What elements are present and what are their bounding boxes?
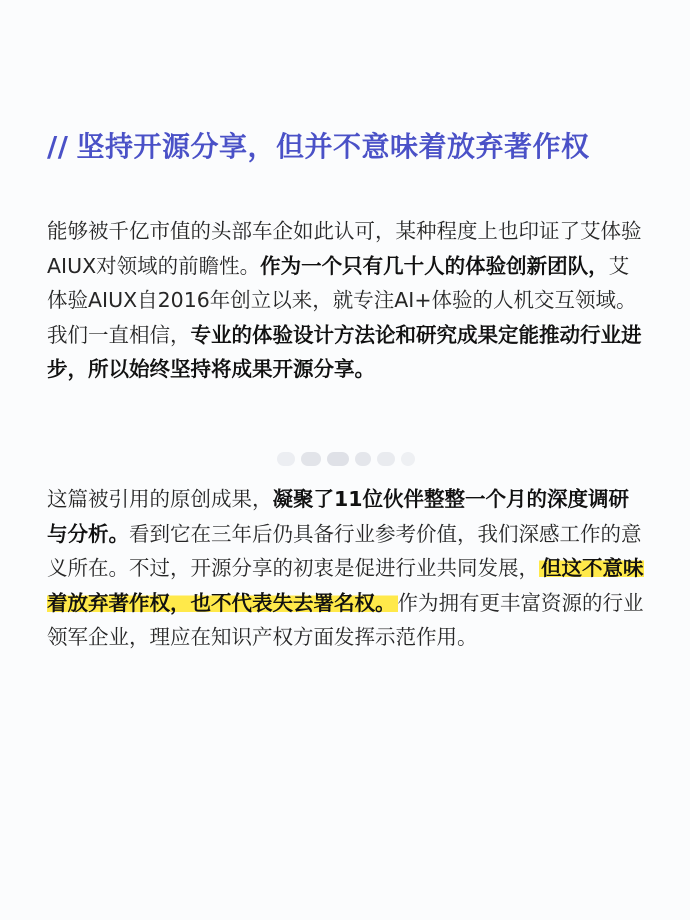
paragraph-endorsement [47, 214, 647, 387]
blurred-watermark [277, 452, 415, 466]
paragraph2-highlight: 但这不意味着放弃著作权，也不代表失去署名权。 [47, 556, 644, 615]
watermark-blob [301, 452, 321, 466]
paragraph2-text-2: 看到它在三年后仍具备行业参考价值，我们深感工作的意义所在。不过，开源分享的初衷是促进行业共同发展， [47, 521, 642, 580]
paragraph2-text-1: 这篇被引用的原创成果， [47, 487, 273, 511]
watermark-blob [277, 452, 295, 466]
watermark-blob [401, 452, 415, 466]
watermark-blob [327, 452, 349, 466]
watermark-blob [377, 452, 395, 466]
heading-slashes: // [47, 130, 69, 163]
paragraph1-text-2: 艾体验AIUX自2016年创立以来，就专注AI+体验的人机交互领域。我们一直相信， [47, 253, 637, 347]
paragraph1-bold-2: 专业的体验设计方法论和研究成果定能推动行业进步，所以始终坚持将成果开源分享。 [47, 322, 642, 381]
paragraph2-bold-1: 凝聚了11位伙伴整整一个月的深度调研与分析。 [47, 487, 630, 546]
paragraph1-bold-1: 作为一个只有几十人的体验创新团队， [260, 253, 609, 278]
paragraph2-text-3: 作为拥有更丰富资源的行业领军企业，理应在知识产权方面发挥示范作用。 [47, 590, 644, 649]
paragraph-copyright [47, 482, 647, 655]
paragraph1-text-1: 能够被千亿市值的头部车企如此认可，某种程度上也印证了艾体验AIUX对领域的前瞻性。 [47, 219, 642, 278]
watermark-blob [355, 452, 371, 466]
heading-title: 坚持开源分享，但并不意味着放弃著作权 [76, 130, 590, 163]
section-heading [47, 126, 667, 168]
